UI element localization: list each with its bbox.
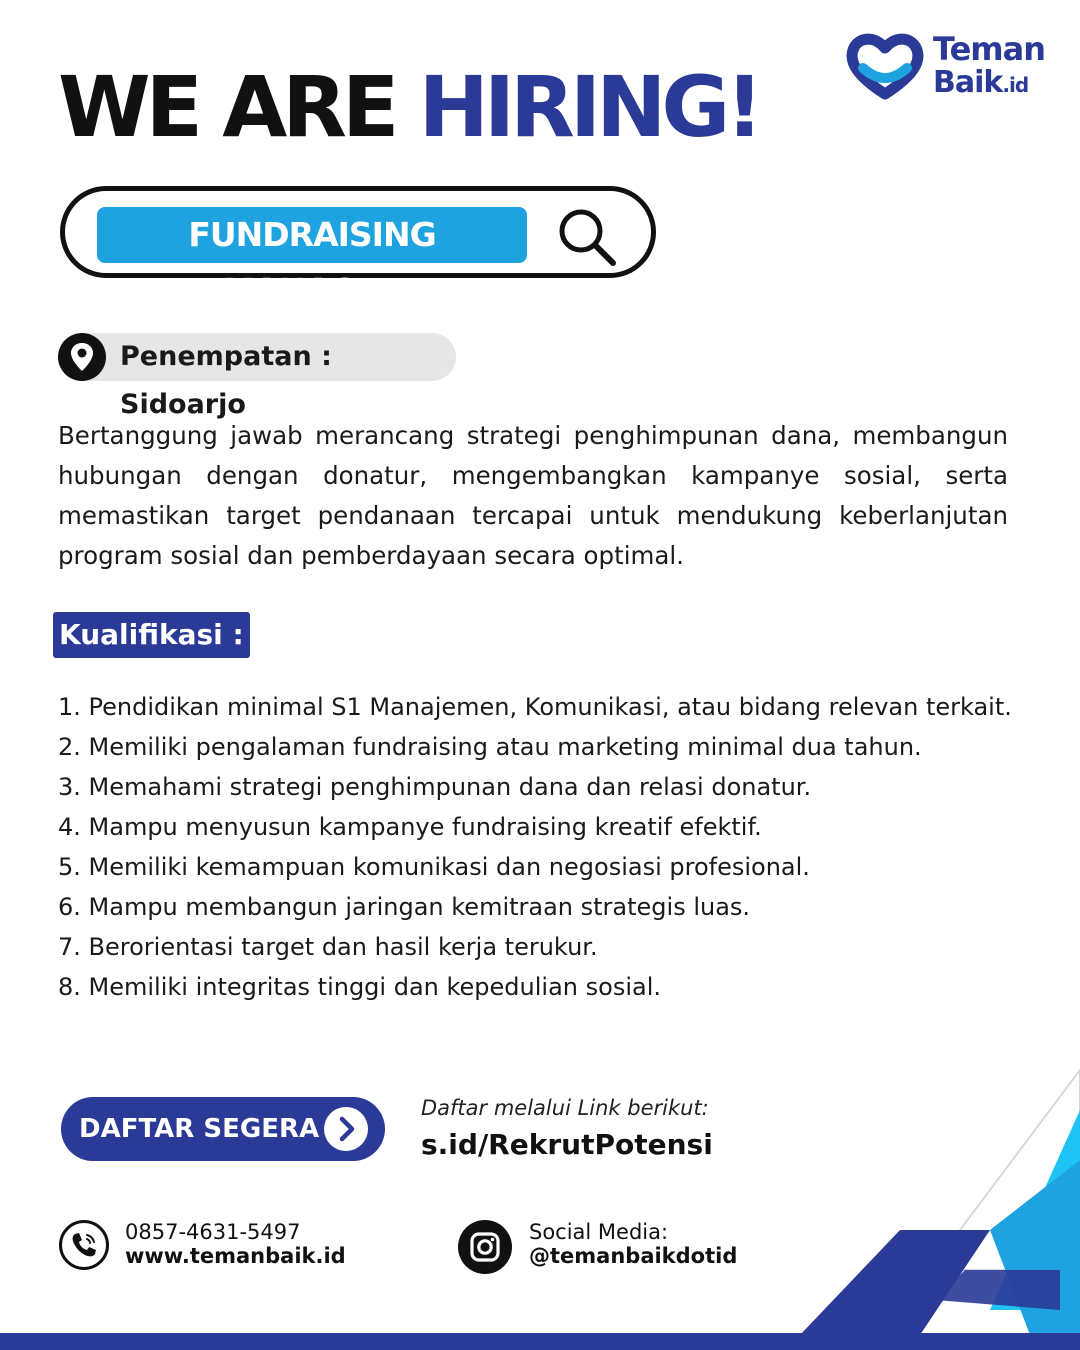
social-handle[interactable]: @temanbaikdotid xyxy=(529,1244,738,1268)
heart-logo-icon xyxy=(845,32,925,102)
search-icon xyxy=(555,205,619,269)
instagram-icon xyxy=(458,1220,512,1274)
phone-icon xyxy=(58,1219,110,1271)
qualifications-list xyxy=(58,687,1012,1007)
position-title: FUNDRAISING MANAGER xyxy=(97,207,527,263)
qualifications-heading: Kualifikasi : xyxy=(53,612,250,658)
social-label: Social Media: xyxy=(529,1220,669,1244)
brand-logo xyxy=(845,30,1060,105)
link-caption: Daftar melalui Link berikut: xyxy=(421,1096,709,1120)
job-description: Bertanggung jawab merancang strategi penghimpunan dana, membangun hubungan dengan donatur, mengembangkan kampanye sosial, serta memastikan target pendanaan tercapai untuk mendukung keberlanjutan program sosial dan pemberdayaan secara optimal. xyxy=(58,421,1008,570)
list-item: 8. Memiliki integritas tinggi dan kepedulian sosial. xyxy=(58,973,661,1001)
page-title xyxy=(58,58,759,156)
location-pin-icon xyxy=(58,333,106,381)
headline-part1: WE ARE xyxy=(58,58,395,156)
list-item: 3. Memahami strategi penghimpunan dana dan relasi donatur. xyxy=(58,773,812,801)
list-item: 1. Pendidikan minimal S1 Manajemen, Komunikasi, atau bidang relevan terkait. xyxy=(58,693,1012,721)
headline-part2: HIRING! xyxy=(418,58,759,156)
registration-link[interactable]: s.id/RekrutPotensi xyxy=(421,1128,713,1161)
list-item: 2. Memiliki pengalaman fundraising atau marketing minimal dua tahun. xyxy=(58,733,922,761)
list-item: 6. Mampu membangun jaringan kemitraan strategis luas. xyxy=(58,893,751,921)
chevron-right-icon xyxy=(324,1107,368,1151)
brand-name xyxy=(933,32,1045,102)
social-info xyxy=(529,1220,737,1268)
contact-info xyxy=(125,1220,346,1268)
website-link[interactable]: www.temanbaik.id xyxy=(125,1244,346,1268)
list-item: 7. Berorientasi target dan hasil kerja terukur. xyxy=(58,933,598,961)
location-label: Penempatan : Sidoarjo xyxy=(120,341,332,420)
list-item: 5. Memiliki kemampuan komunikasi dan negosiasi profesional. xyxy=(58,853,810,881)
brand-name-line2: Baik.id xyxy=(933,65,1029,100)
brand-name-line1: Teman xyxy=(933,30,1045,68)
list-item: 4. Mampu menyusun kampanye fundraising kreatif efektif. xyxy=(58,813,762,841)
apply-now-label: DAFTAR SEGERA xyxy=(79,1114,320,1144)
position-search-bar xyxy=(60,186,656,310)
location-badge xyxy=(58,333,456,420)
phone-number[interactable]: 0857-4631-5497 xyxy=(125,1220,301,1244)
apply-now-button[interactable] xyxy=(61,1097,385,1161)
